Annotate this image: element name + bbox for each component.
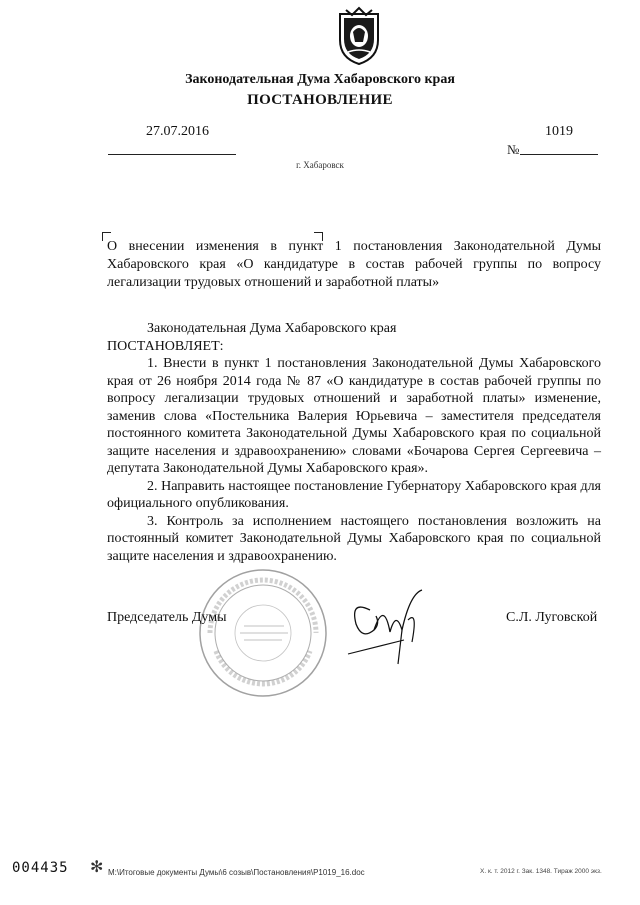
organization-name: Законодательная Дума Хабаровского края xyxy=(185,72,455,87)
body-intro: Законодательная Дума Хабаровского края xyxy=(147,321,397,336)
date-underline xyxy=(108,154,236,155)
document-subject: О внесении изменения в пункт 1 постановления Законодательной Думы Хабаровского края «О кандидатуре в состав рабочей группы по вопросу легализации трудовых отношений и заработной платы» xyxy=(107,239,601,290)
document-type: ПОСТАНОВЛЕНИЕ xyxy=(247,92,393,108)
signatory-name: С.Л. Луговской xyxy=(506,610,598,625)
signatory-title: Председатель Думы xyxy=(107,610,227,625)
document-body xyxy=(107,320,601,565)
footer-print-info: Х. к. т. 2012 г. Зак. 1348. Тираж 2000 экз. xyxy=(480,868,602,875)
official-seal-stamp xyxy=(196,566,330,700)
document-number: 1019 xyxy=(545,124,573,139)
body-resolves: ПОСТАНОВЛЯЕТ: xyxy=(107,338,224,354)
footer-serial-number: 004435 xyxy=(12,860,69,876)
number-underline xyxy=(520,154,598,155)
body-paragraph-1: 1. Внести в пункт 1 постановления Законодательной Думы Хабаровского края от 26 ноября 2014 года № 87 «О кандидатуре в состав рабочей группы по вопросу легализации трудовых отношений и заработной платы» изменение, заменив слова «Постельника Валерия Юрьевича – заместителя председателя постоянного комитета Законодательной Думы Хабаровского края по социальной защите населения и здравоохранению» словами «Бочарова Сергея Сергеевича – депутата Законодательной Думы Хабаровского края». xyxy=(107,356,601,476)
number-label: № xyxy=(507,142,520,157)
coat-of-arms-emblem xyxy=(334,6,384,66)
document-city: г. Хабаровск xyxy=(296,160,344,170)
document-date: 27.07.2016 xyxy=(146,124,209,139)
asterisk-mark-icon: ✻ xyxy=(90,859,104,876)
body-paragraph-3: 3. Контроль за исполнением настоящего постановления возложить на постоянный комитет Законодательной Думы Хабаровского края по социальной защите населения и здравоохранению. xyxy=(107,513,601,564)
body-paragraph-2: 2. Направить настоящее постановление Губернатору Хабаровского края для официального опубликования. xyxy=(107,478,601,511)
handwritten-signature xyxy=(340,580,450,670)
footer-file-path: М:\Итоговые документы Думы\6 созыв\Постановления\P1019_16.doc xyxy=(108,868,365,877)
